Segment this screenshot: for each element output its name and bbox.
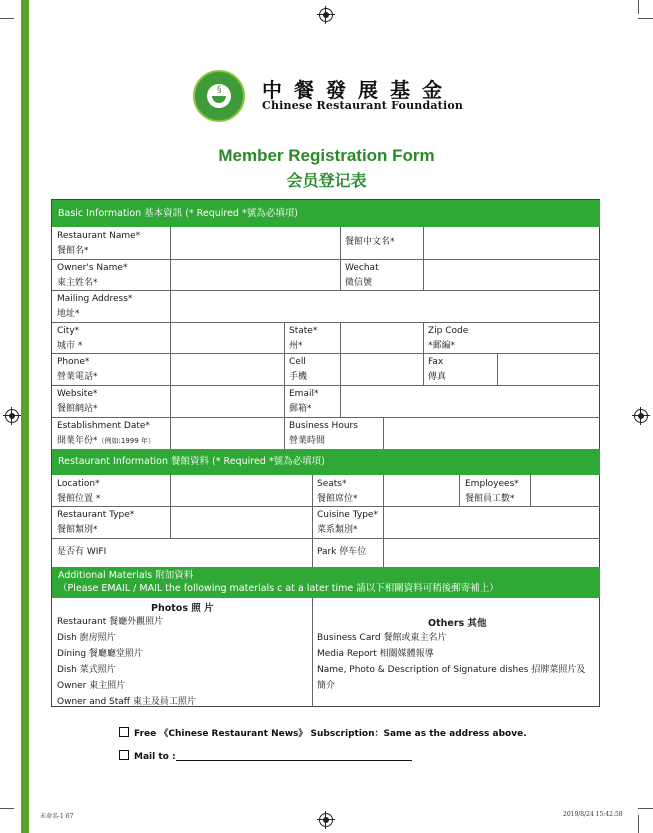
label-restaurant-type: Restaurant Type* 餐館類別* (57, 510, 135, 535)
label-owner-name: Owner's Name* 東主姓名* (57, 263, 128, 288)
list-item: Dish 菜式照片 (57, 665, 116, 675)
brand-name-en: Chinese Restaurant Foundation (262, 99, 464, 112)
form-title-en: Member Registration Form (218, 146, 435, 165)
brand-name-cn: 中餐發展基金 (262, 78, 454, 102)
label-parking: Park 停车位 (317, 547, 367, 557)
registration-mark-icon (634, 409, 648, 423)
registration-mark-icon (319, 813, 333, 827)
crop-mark (0, 808, 14, 809)
label-email: Email* 郵箱* (289, 389, 319, 414)
print-slug-right: 2019/8/24 15:42:58 (563, 811, 623, 818)
label-location: Location* 餐館位置 * (57, 479, 101, 504)
foundation-logo-icon: § (193, 70, 245, 122)
list-item: Dining 餐廳廳堂照片 (57, 649, 143, 659)
additional-note: （Please EMAIL / MAIL the following materials c at a later time 請以下相關資料可稍後郵寄補上） (58, 583, 499, 594)
label-employees: Employees* 餐館員工數* (465, 479, 519, 504)
section-restaurant-info: Restaurant Information 餐館資料 (* Required *號為必填項) (52, 449, 600, 475)
label-restaurant-name: Restaurant Name* 餐館名* (57, 231, 141, 256)
free-subscription-option[interactable]: Free 《Chinese Restaurant News》 Subscription：Same as the address above. (119, 726, 527, 739)
photos-title: Photos 照 片 (151, 603, 214, 614)
label-fax: Fax 傳真 (428, 357, 447, 382)
section-basic-info: Basic Information 基本資訊 (* Required *號為必填項) (52, 200, 600, 227)
label-establishment-date: Establishment Date* 開業年份*（例如:1999 年） (57, 421, 155, 446)
mail-to-option[interactable]: Mail to : (119, 750, 412, 762)
section-additional-materials (52, 567, 600, 598)
label-cuisine-type: Cuisine Type* 菜系類別* (317, 510, 378, 535)
crop-mark (638, 808, 653, 809)
label-zip: Zip Code *郵編* (428, 326, 469, 351)
list-item: Business Card 餐館或東主名片 (317, 633, 447, 643)
registration-mark-icon (5, 409, 19, 423)
registration-mark-icon (319, 8, 333, 22)
crop-mark (638, 0, 639, 14)
crop-mark (0, 18, 14, 19)
additional-title: Additional Materials 附加資料 (58, 570, 194, 581)
list-item: Owner and Staff 東主及員工照片 (57, 697, 196, 707)
crop-mark (638, 18, 653, 19)
label-business-hours: Business Hours 營業時間 (289, 421, 358, 446)
label-website: Website* 餐館網站* (57, 389, 98, 414)
checkbox-icon[interactable] (119, 727, 129, 737)
label-city: City* 城市 * (57, 326, 83, 351)
list-item: Owner 東主照片 (57, 681, 126, 691)
list-item: Media Report 相關媒體報導 (317, 649, 434, 659)
list-item: Dish 廚房照片 (57, 633, 116, 643)
list-item: Name, Photo & Description of Signature dishes 招牌菜照片及 (317, 665, 586, 675)
label-seats: Seats* 餐館席位* (317, 479, 358, 504)
mail-to-line[interactable] (176, 750, 412, 761)
others-title: Others 其他 (428, 618, 487, 629)
crop-mark (638, 815, 639, 833)
list-item: 簡介 (317, 681, 336, 691)
form-title-cn: 会员登记表 (286, 171, 367, 190)
list-item: Restaurant 餐廳外觀照片 (57, 617, 164, 627)
label-state: State* 州* (289, 326, 318, 351)
left-green-margin-bar (21, 0, 29, 833)
photos-list (57, 614, 196, 710)
label-restaurant-name-cn: 餐館中文名* (345, 237, 395, 247)
label-mailing-address: Mailing Address* 地址* (57, 294, 133, 319)
checkbox-icon[interactable] (119, 750, 129, 760)
label-phone: Phone* 營業電話* (57, 357, 98, 382)
print-slug-left: 未命名-1 67 (40, 813, 74, 820)
label-wechat: Wechat 微信號 (345, 263, 379, 288)
label-cell: Cell 手機 (289, 357, 308, 382)
others-list (317, 630, 585, 694)
label-wifi: 是否有 WIFI (57, 547, 107, 557)
